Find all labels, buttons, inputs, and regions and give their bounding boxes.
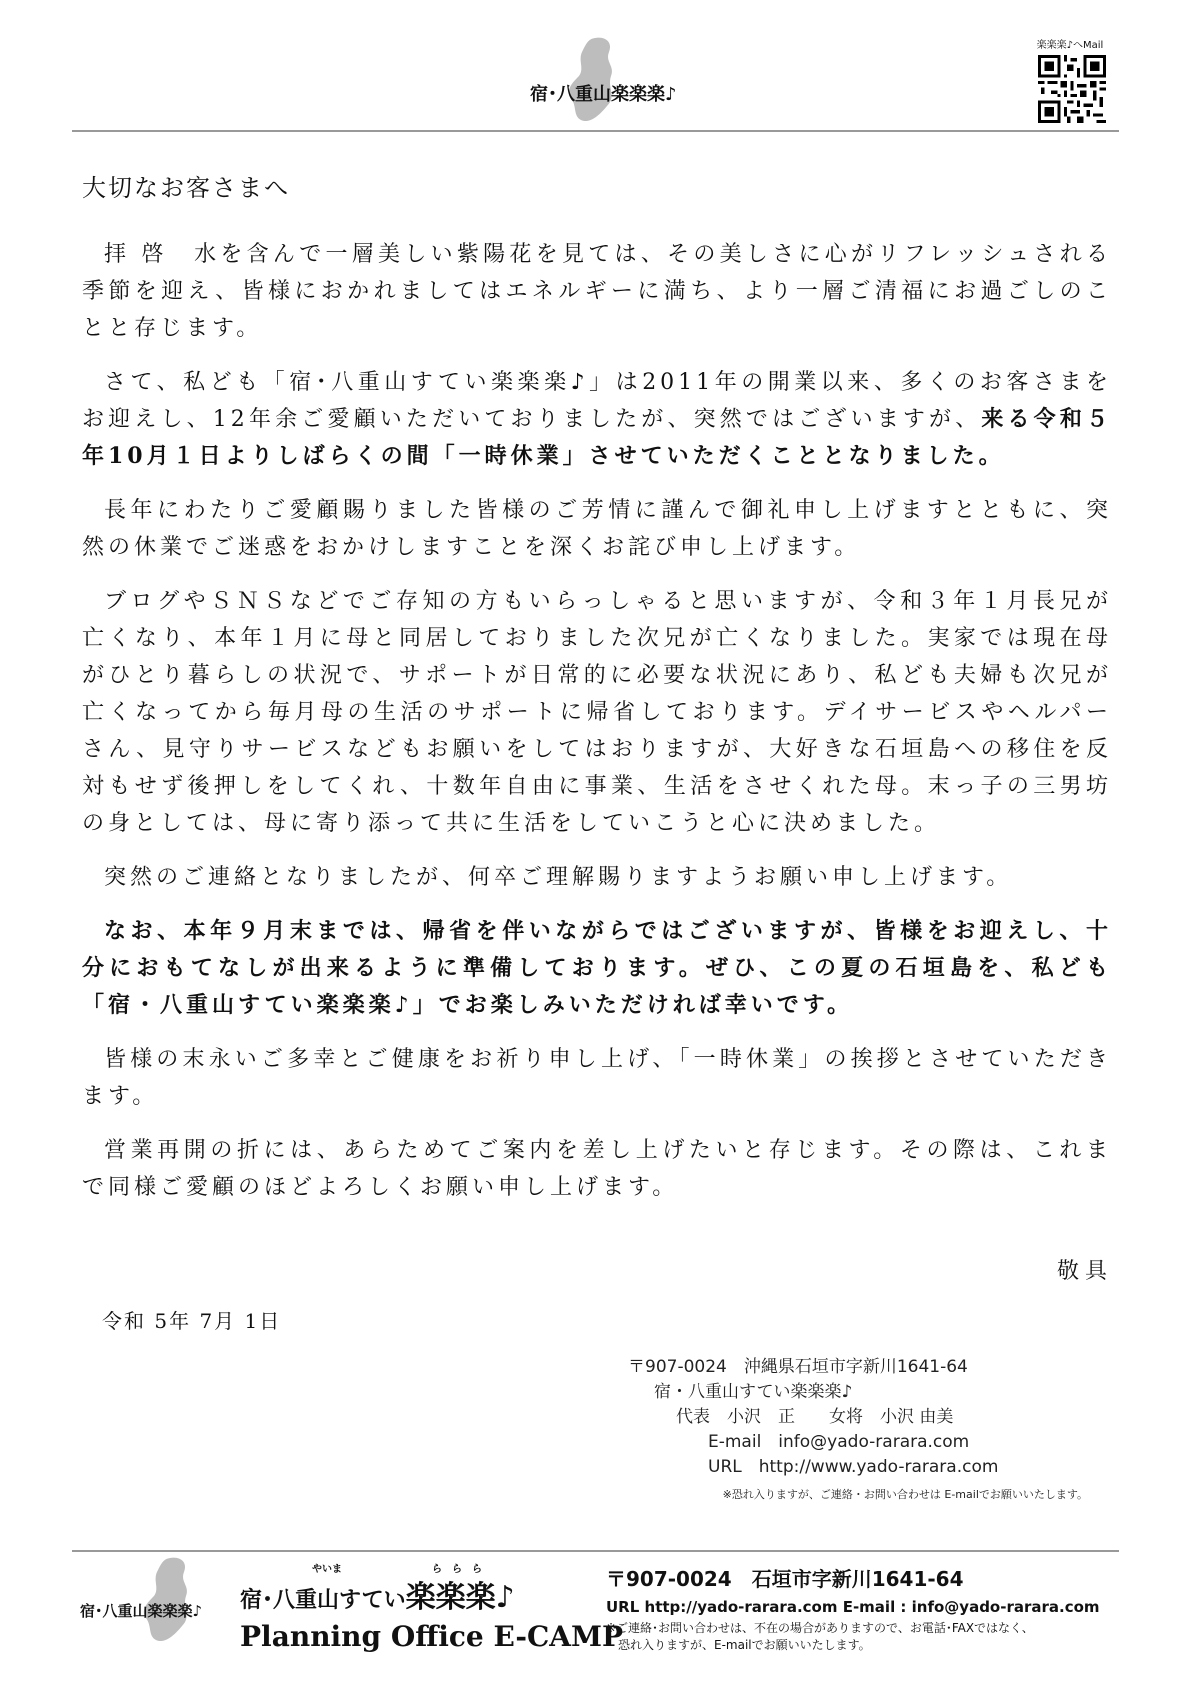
paragraph-thanks: 長年にわたりご愛顧賜りました皆様のご芳情に謹んで御礼申し上げますとともに、突然の休業でご迷惑をおかけしますことを深くお詫び申し上げます。: [82, 498, 1112, 560]
footer-url-email[interactable]: URL http://yado-rarara.com E-mail : info@yado-rarara.com: [606, 1598, 1100, 1616]
sender-postal-address: 〒907-0024 沖縄県石垣市字新川1641-64: [628, 1357, 968, 1377]
ruby-yaima: やいま: [312, 1564, 342, 1575]
sender-representatives: 代表 小沢 正 女将 小沢 由美: [676, 1407, 954, 1427]
paragraph-reason: ブログやＳＮＳなどでご存知の方もいらっしゃると思いますが、令和３年１月長兄が亡くなり、本年１月に母と同居しておりました次兄が亡くなりました。実家では現在母がひとり暮らしの状況で、サポートが日常的に必要な状況にあり、私ども夫婦も次兄が亡くなってから毎月母の生活のサポートに帰省しております。デイサービスやヘルパーさん、見守りサービスなどもお願いをしてはおりますが、大好きな石垣島への移住を反対もせず後押しをしてくれ、十数年自由に事業、生活をさせくれた母。末っ子の三男坊の身としては、母に寄り添って共に生活をしていこうと心に決めました。: [82, 589, 1112, 836]
ruby-rarara: ら ら ら: [432, 1564, 482, 1575]
paragraph-request: 突然のご連絡となりましたが、何卒ご理解賜りますようお願い申し上げます。: [104, 865, 1013, 890]
sender-block: [628, 1355, 1098, 1507]
header-divider: [72, 130, 1119, 132]
sender-url[interactable]: URL http://www.yado-rarara.com: [708, 1457, 999, 1477]
qr-code-icon[interactable]: [1038, 55, 1106, 123]
paragraph-opening: 拝 啓 水を含んで一層美しい紫陽花を見ては、その美しさに心がリフレッシュされる季節を迎え、皆様におかれましてはエネルギーに満ち、より一層ご清福にお過ごしのことと存じます。: [82, 242, 1112, 341]
paragraph-summer-notice: なお、本年９月末までは、帰省を伴いながらではございますが、皆様をお迎えし、十分におもてなしが出来るように準備しております。ぜひ、この夏の石垣島を、私ども「宿・八重山すてい楽楽楽♪」でお楽しみいただければ幸いです。: [82, 918, 1112, 1018]
letter-closing: 敬具: [1056, 1259, 1113, 1284]
header-logo-text: 宿･八重山楽楽楽♪: [530, 84, 677, 105]
footer-office-name: Planning Office E-CAMP: [240, 1620, 624, 1653]
letter-date: 令和 5年 7月 1日: [102, 1309, 282, 1333]
footer-address: 〒907-0024 石垣市字新川1641-64: [606, 1567, 964, 1591]
footer-brand-name: 宿･八重山すてい楽楽楽♪: [240, 1580, 515, 1615]
sender-name: 宿・八重山すてい楽楽楽♪: [654, 1382, 853, 1402]
sender-email[interactable]: E-mail info@yado-rarara.com: [708, 1432, 970, 1452]
header-logo: [500, 36, 700, 126]
paragraph-reopening: 営業再開の折には、あらためてご案内を差し上げたいと存じます。その際は、これまで同様ご愛顧のほどよろしくお願い申し上げます。: [82, 1138, 1112, 1200]
footer-logo: [80, 1555, 240, 1655]
footer-contact: [606, 1563, 1100, 1654]
letter-greeting: 大切なお客さまへ: [82, 174, 290, 202]
footer-logo-text: 宿･八重山楽楽楽♪: [80, 1602, 203, 1620]
footer-divider: [72, 1550, 1119, 1552]
letter-body: [82, 236, 1112, 1223]
paragraph-wishes: 皆様の末永いご多幸とご健康をお祈り申し上げ、「一時休業」の挨拶とさせていただきます。: [82, 1047, 1112, 1109]
footer-note: ※ご連絡･お問い合わせは、不在の場合がありますので、お電話･FAXではなく、 恐れ入りますが、E-mailでお願いいたします。: [606, 1621, 1034, 1652]
qr-label: 楽楽楽♪へMail: [1036, 40, 1104, 51]
sender-contact-note: ※恐れ入りますが、ご連絡・お問い合わせは E-mailでお願いいたします。: [722, 1488, 1088, 1501]
qr-code-block: [1020, 36, 1140, 127]
closure-date-emphasis: 来る令和５年10月１日よりしばらくの間「一時休業」させていただくこととなりました。: [82, 406, 1112, 469]
paragraph-announcement: さて、私ども「宿･八重山すてい楽楽楽♪」は2011年の開業以来、多くのお客さまをお迎えし、12年余ご愛顧いただいておりましたが、突然ではございますが、来る令和５年10月１日よりしばらくの間「一時休業」させていただくこととなりました。: [82, 370, 1112, 469]
